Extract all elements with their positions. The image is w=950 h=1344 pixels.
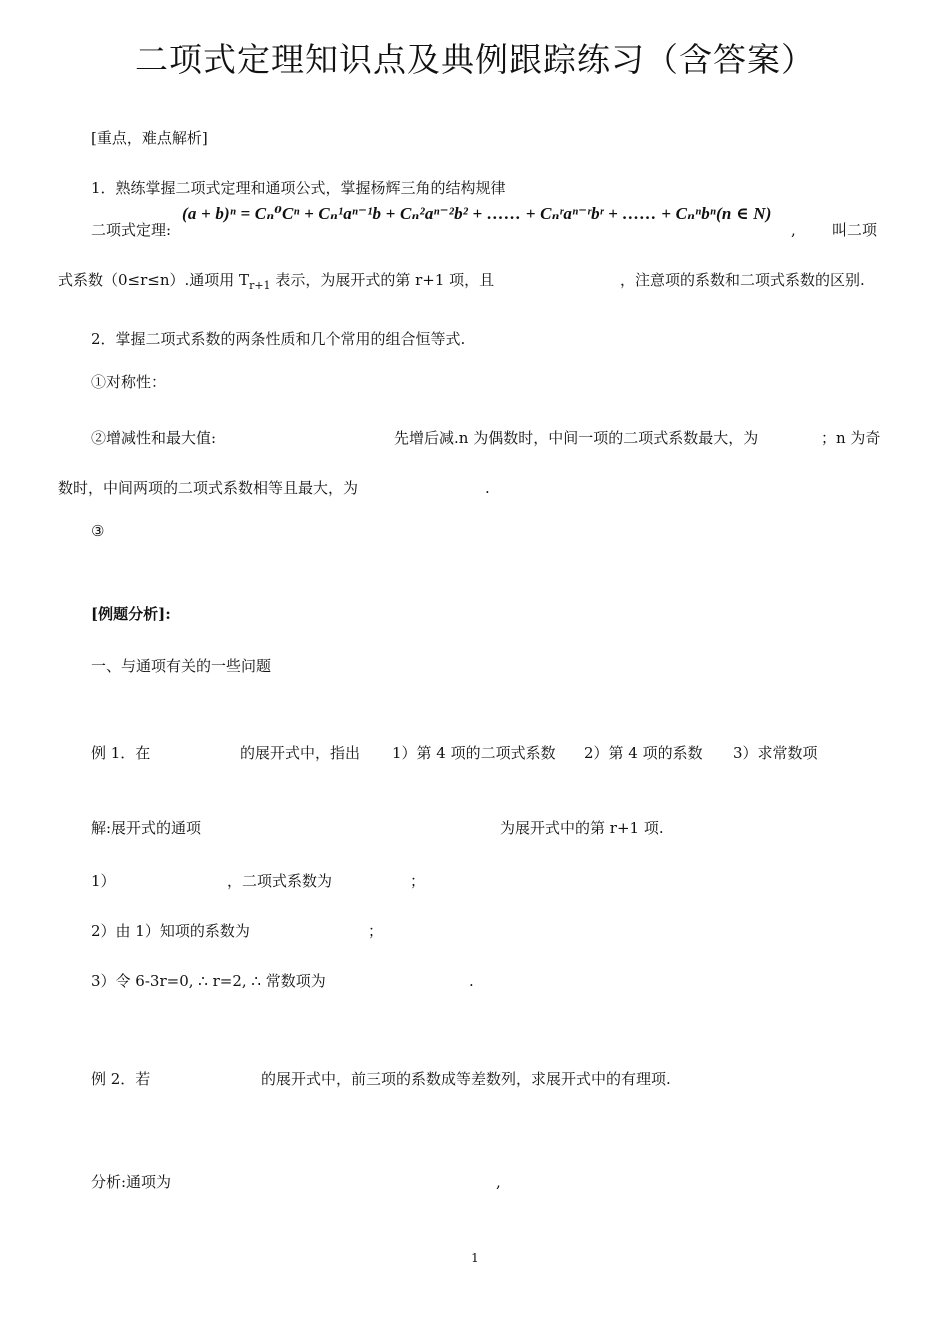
- monotonicity-label: ②增减性和最大值:: [91, 429, 217, 447]
- section-header-examples: [例题分析]:: [91, 605, 171, 623]
- step-1-label: 1）: [91, 872, 116, 890]
- step-3-text: 3）令 6-3r=0, ∴ r=2, ∴ 常数项为: [91, 972, 326, 990]
- solution-general-term: 为展开式中的第 r+1 项.: [500, 819, 664, 837]
- analysis-prefix: 分析:通项为: [91, 1173, 172, 1191]
- paragraph-4: 2．掌握二项式系数的两条性质和几个常用的组合恒等式.: [91, 330, 466, 348]
- step-1-text: ，二项式系数为: [227, 872, 333, 890]
- odd-case-period: .: [485, 479, 490, 497]
- general-term-desc: 表示，为展开式的第 r+1 项，且: [270, 271, 495, 289]
- monotonicity-tail: ；n 为奇: [821, 429, 881, 447]
- step-2-text: 2）由 1）知项的系数为: [91, 922, 250, 940]
- symmetry-item: ①对称性：: [91, 373, 167, 391]
- odd-case-text: 数时，中间两项的二项式系数相等且最大，为: [58, 479, 359, 497]
- example-2-prefix: 例 2．若: [91, 1070, 151, 1088]
- item-3-marker: ③: [91, 522, 105, 540]
- page-number: 1: [471, 1251, 479, 1265]
- step-2-semicolon: ；: [368, 922, 384, 940]
- formula-comma: ,: [791, 221, 796, 239]
- theorem-right-text: 叫二项: [832, 221, 878, 239]
- monotonicity-desc: 先增后减.n 为偶数时，中间一项的二项式系数最大，为: [394, 429, 759, 447]
- example-1-prefix: 例 1．在: [91, 744, 151, 762]
- general-term-subscript: r+1: [249, 279, 271, 292]
- paragraph-1: 1．熟练掌握二项式定理和通项公式，掌握杨辉三角的结构规律: [91, 179, 506, 197]
- section-header-key-points: [重点，难点解析]: [91, 129, 208, 147]
- page-title: 二项式定理知识点及典例跟踪练习（含答案）: [135, 40, 815, 79]
- solution-prefix: 解:展开式的通项: [91, 819, 202, 837]
- analysis-comma: ,: [496, 1173, 501, 1191]
- theorem-label: 二项式定理:: [91, 221, 172, 239]
- example-1-q3: 3）求常数项: [733, 744, 818, 762]
- step-3-period: .: [469, 972, 474, 990]
- paragraph-3-part-a: [58, 270, 494, 296]
- example-1-text: 的展开式中，指出: [240, 744, 361, 762]
- part-1-heading: 一、与通项有关的一些问题: [91, 657, 272, 675]
- general-term-text: 式系数（0≤r≤n）.通项用 T: [58, 271, 250, 289]
- binomial-theorem-formula: (a + b)ⁿ = Cₙ⁰Cⁿ + Cₙ¹aⁿ⁻¹b + Cₙ²aⁿ⁻²b² + …… + Cₙʳaⁿ⁻ʳbʳ + …… + Cₙⁿbⁿ(n ∈ N): [182, 204, 772, 223]
- example-2-text: 的展开式中，前三项的系数成等差数列，求展开式中的有理项.: [261, 1070, 671, 1088]
- step-1-semicolon: ；: [410, 872, 426, 890]
- example-1-q1: 1）第 4 项的二项式系数: [392, 744, 556, 762]
- paragraph-3-part-c: ，注意项的系数和二项式系数的区别.: [620, 271, 865, 289]
- example-1-q2: 2）第 4 项的系数: [584, 744, 703, 762]
